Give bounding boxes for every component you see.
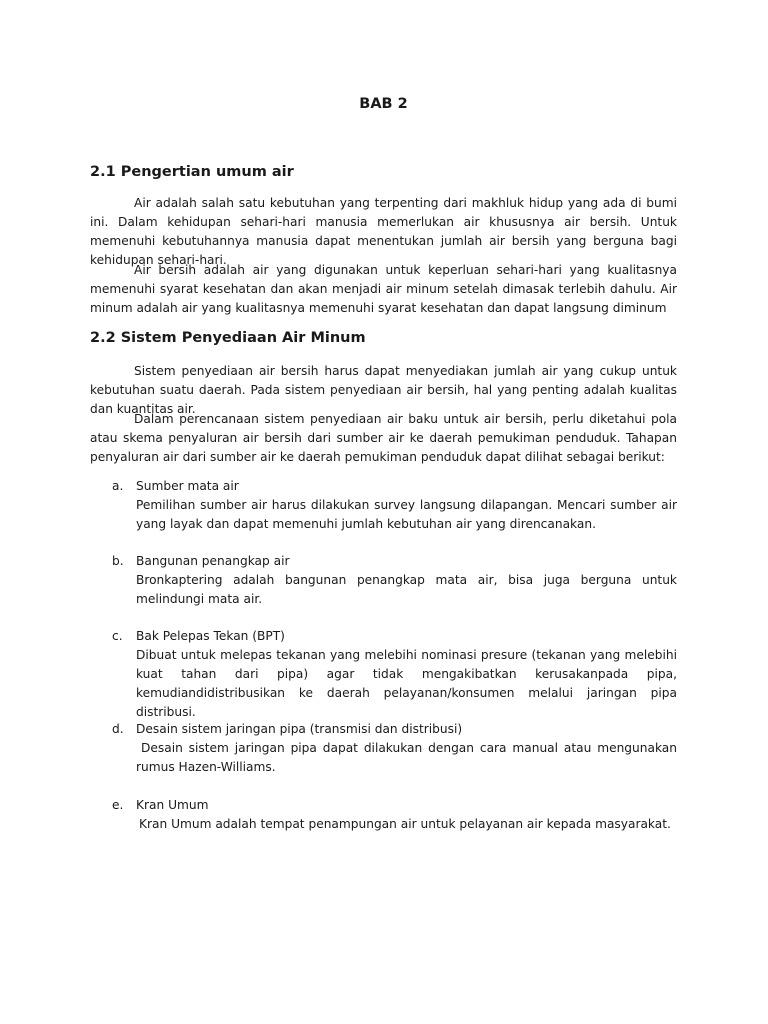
chapter-title: BAB 2 <box>359 96 408 112</box>
section-heading-2-2: 2.2 Sistem Penyediaan Air Minum <box>90 330 366 346</box>
section-2-2-paragraph-1: Sistem penyediaan air bersih harus dapat menyediakan jumlah air yang cukup untuk kebutuhan suatu daerah. Pada sistem penyediaan air bersih, hal yang penting adalah kualitas dan kuantitas air. <box>90 364 677 416</box>
list-item-body: Kran Umum adalah tempat penampungan air untuk pelayanan air kepada masyarakat. <box>139 817 671 831</box>
list-item-title: Bak Pelepas Tekan (BPT) <box>136 629 285 643</box>
list-item-title: Bangunan penangkap air <box>136 554 290 568</box>
section-2-1-paragraph-1: Air adalah salah satu kebutuhan yang terpenting dari makhluk hidup yang ada di bumi ini. Dalam kehidupan sehari-hari manusia memerlukan air khususnya air bersih. Untuk memenuhi kebutuhannya manusia dapat menentukan jumlah air bersih yang berguna bagi kehidupan sehari-hari. <box>90 196 677 267</box>
list-marker: c. <box>112 629 123 643</box>
list-marker: b. <box>112 554 124 568</box>
list-item-body: Pemilihan sumber air harus dilakukan survey langsung dilapangan. Mencari sumber air yang layak dan dapat memenuhi jumlah kebutuhan air yang direncanakan. <box>136 498 677 531</box>
list-item-title: Kran Umum <box>136 798 209 812</box>
section-2-1-paragraph-2: Air bersih adalah air yang digunakan untuk keperluan sehari-hari yang kualitasnya memenuhi syarat kesehatan dan akan menjadi air minum setelah dimasak terlebih dahulu. Air minum adalah air yang kualitasnya memenuhi syarat kesehatan dan dapat langsung diminum <box>90 263 677 315</box>
list-marker: e. <box>112 798 124 812</box>
section-2-2-paragraph-2: Dalam perencanaan sistem penyediaan air baku untuk air bersih, perlu diketahui pola atau skema penyaluran air bersih dari sumber air ke daerah pemukiman penduduk. Tahapan penyaluran air dari sumber air ke daerah pemukiman penduduk dapat dilihat sebagai berikut: <box>90 412 677 464</box>
list-item-title: Sumber mata air <box>136 479 239 493</box>
list-item-title: Desain sistem jaringan pipa (transmisi dan distribusi) <box>136 722 463 736</box>
list-item-body: Dibuat untuk melepas tekanan yang melebihi nominasi presure (tekanan yang melebihi kuat tahan dari pipa) agar tidak mengakibatkan kerusakanpada pipa, kemudiandidistribusikan ke daerah pelayanan/konsumen melalui jaringan pipa distribusi. <box>136 648 677 719</box>
list-marker: d. <box>112 722 124 736</box>
section-heading-2-1: 2.1 Pengertian umum air <box>90 164 294 180</box>
list-item-body: Bronkaptering adalah bangunan penangkap mata air, bisa juga berguna untuk melindungi mata air. <box>136 573 677 606</box>
list-marker: a. <box>112 479 124 493</box>
list-item-body: Desain sistem jaringan pipa dapat dilakukan dengan cara manual atau mengunakan rumus Hazen-Williams. <box>136 741 677 774</box>
